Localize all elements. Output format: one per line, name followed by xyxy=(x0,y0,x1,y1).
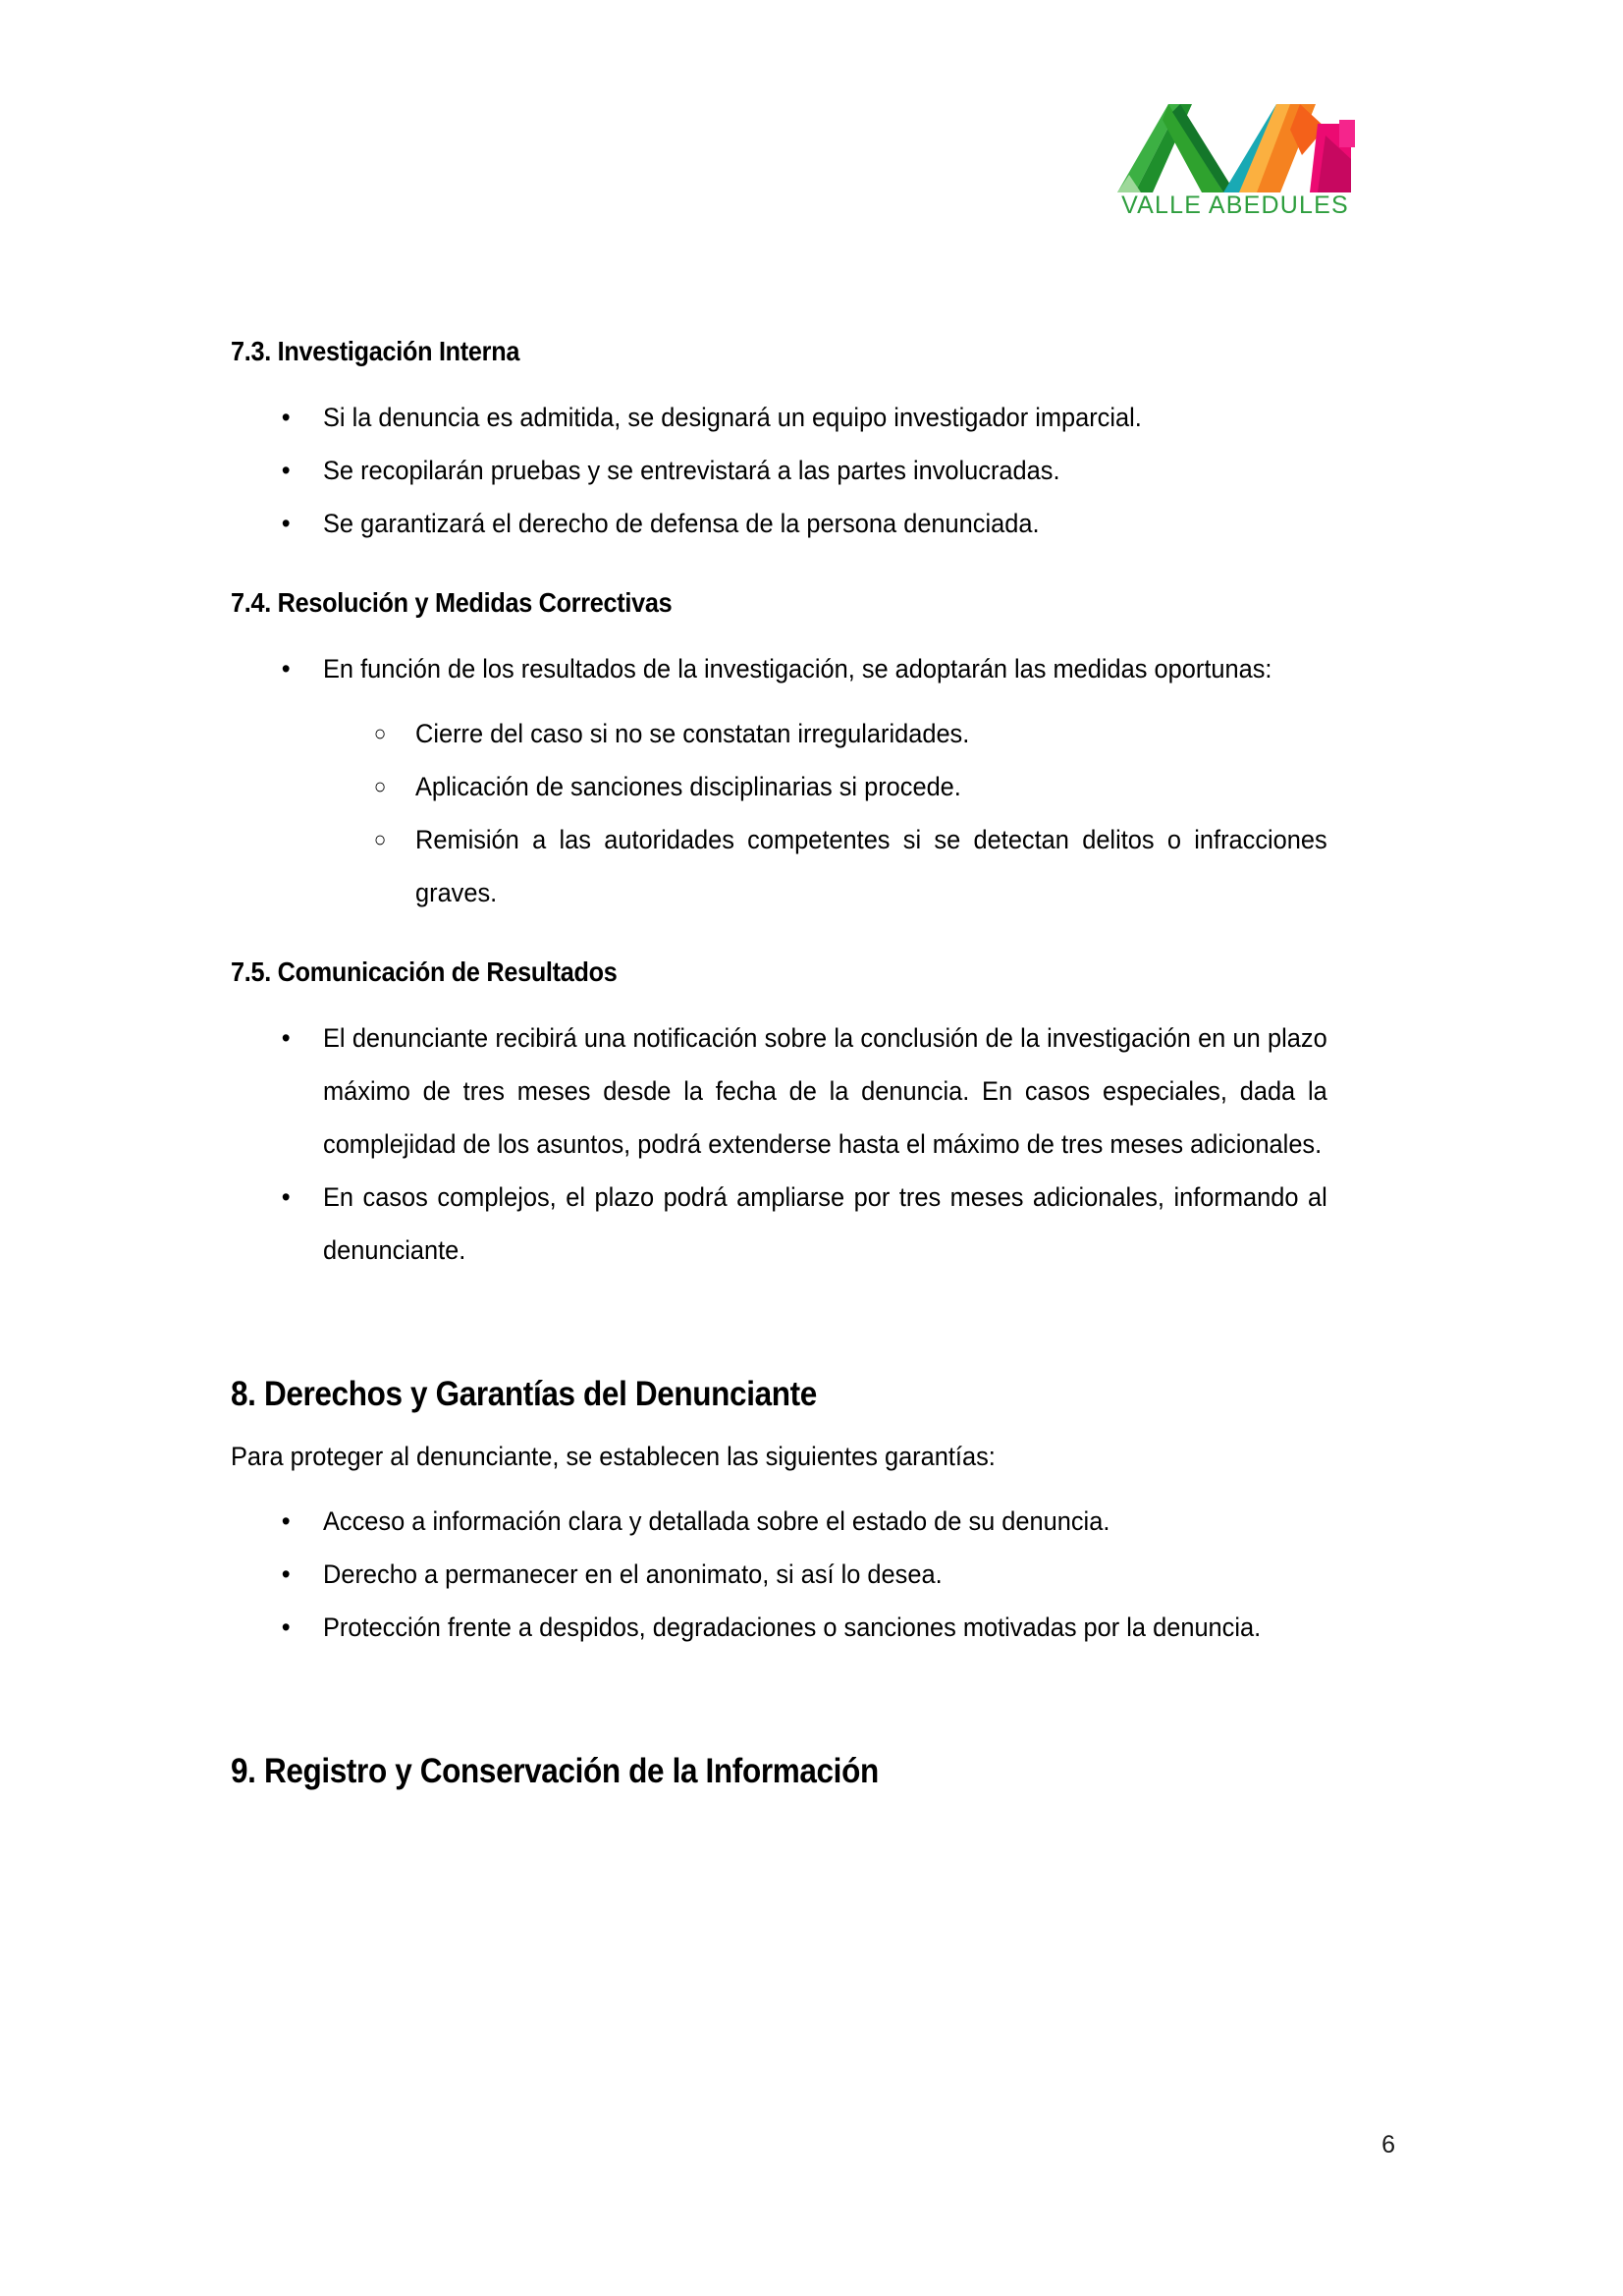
list-item-text: Si la denuncia es admitida, se designará un equipo investigador imparcial. xyxy=(323,403,1142,432)
bullet-marker-icon: • xyxy=(281,1559,291,1589)
bullet-list-8 xyxy=(231,1495,1397,1654)
section-heading-7-3: 7.3. Investigación Interna xyxy=(231,336,520,366)
list-item-text: Cierre del caso si no se constatan irregularidades. xyxy=(415,719,970,748)
list-item-text: El denunciante recibirá una notificación sobre la conclusión de la investigación en un plazo máximo de tres meses desde la fecha de la denuncia. En casos especiales, dada la complejidad de los asuntos, podrá extenderse hasta el máximo de tres meses adicionales. xyxy=(323,1023,1327,1159)
bullet-marker-icon: • xyxy=(281,1182,291,1212)
bullet-marker-icon: • xyxy=(281,1613,291,1642)
bullet-list-7-4 xyxy=(231,642,1397,695)
bullet-marker-icon: • xyxy=(281,403,291,432)
list-item xyxy=(231,760,1327,813)
list-item xyxy=(231,1495,1327,1548)
list-item xyxy=(231,444,1327,497)
section-heading-7-5: 7.5. Comunicación de Resultados xyxy=(231,957,618,987)
bullet-marker-icon: • xyxy=(281,509,291,538)
list-item-text: Se recopilarán pruebas y se entrevistará a las partes involucradas. xyxy=(323,456,1060,485)
list-item xyxy=(231,1011,1327,1171)
list-item-text: Aplicación de sanciones disciplinarias si procede. xyxy=(415,772,961,801)
document-body xyxy=(231,332,1397,1795)
list-item-text: Acceso a información clara y detallada sobre el estado de su denuncia. xyxy=(323,1506,1110,1536)
bullet-marker-icon: • xyxy=(281,1506,291,1536)
mountain-logo-icon xyxy=(1108,90,1363,196)
list-item xyxy=(231,1601,1327,1654)
list-item xyxy=(231,1548,1327,1601)
list-item xyxy=(231,707,1327,760)
section-8-intro: Para proteger al denunciante, se establecen las siguientes garantías: xyxy=(231,1442,996,1471)
bullet-marker-icon: • xyxy=(281,1023,291,1053)
bullet-list-7-5 xyxy=(231,1011,1397,1277)
section-heading-7-4: 7.4. Resolución y Medidas Correctivas xyxy=(231,587,673,618)
list-item xyxy=(231,1171,1327,1277)
sub-bullet-marker-icon: ○ xyxy=(373,774,387,798)
logo-wordmark: VALLE ABEDULES xyxy=(1121,191,1349,219)
list-item-text: Protección frente a despidos, degradaciones o sanciones motivadas por la denuncia. xyxy=(323,1613,1262,1642)
list-item-text: Remisión a las autoridades competentes si se detectan delitos o infracciones graves. xyxy=(415,825,1327,907)
sub-bullet-marker-icon: ○ xyxy=(373,721,387,745)
list-item-text: En función de los resultados de la investigación, se adoptarán las medidas oportunas: xyxy=(323,654,1272,683)
list-item xyxy=(231,642,1327,695)
bullet-marker-icon: • xyxy=(281,654,291,683)
list-item-text: Derecho a permanecer en el anonimato, si así lo desea. xyxy=(323,1559,943,1589)
section-heading-9: 9. Registro y Conservación de la Información xyxy=(231,1752,879,1790)
section-heading-8: 8. Derechos y Garantías del Denunciante xyxy=(231,1375,817,1413)
page-header xyxy=(0,0,1623,255)
list-item xyxy=(231,813,1327,919)
company-logo xyxy=(1108,90,1363,238)
list-item xyxy=(231,391,1327,444)
bullet-list-7-3 xyxy=(231,391,1397,550)
page-number: 6 xyxy=(1381,2131,1395,2159)
list-item-text: Se garantizará el derecho de defensa de la persona denunciada. xyxy=(323,509,1040,538)
list-item xyxy=(231,497,1327,550)
sub-bullet-list-7-4 xyxy=(231,707,1397,919)
bullet-marker-icon: • xyxy=(281,456,291,485)
sub-bullet-marker-icon: ○ xyxy=(373,827,387,851)
list-item-text: En casos complejos, el plazo podrá ampliarse por tres meses adicionales, informando al denunciante. xyxy=(323,1182,1327,1265)
